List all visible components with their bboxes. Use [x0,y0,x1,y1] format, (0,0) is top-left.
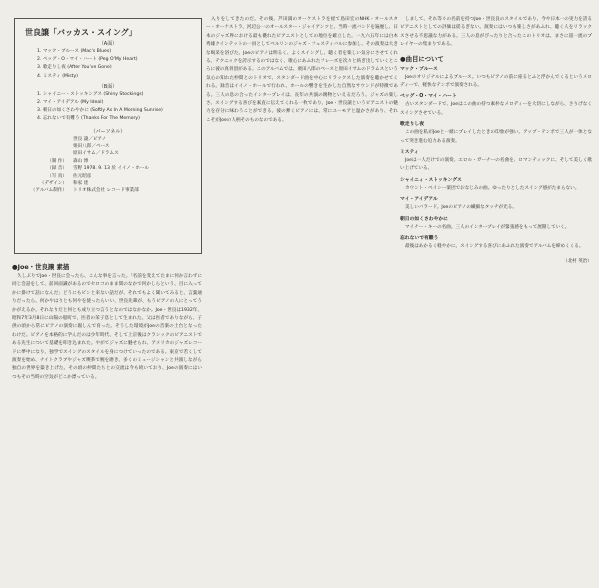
song-title: マック・ブルース [400,66,438,72]
track-a-4: 4. ミスティ (Misty) [37,73,78,79]
song-note: Joeのオリジナルによるブルース。いつもピアノの前に座るとふと浮かんでくるというメロディーで、軽快なテンポで演奏される。 [400,74,592,89]
track-b-4: 4. 忘れないで有難う (Thanks For The Memory) [37,116,140,122]
body-text-col1: 久しぶりでJoe・世良に会ったら、こんな事を言った。「名前を変えてたまに何か言わずに同じ会話をして、前回面識があるのでセロコのまま間のなかで何かしらという、目に入ってかに掛けて話になんだ」どうにもビンと来ない話だが、それでもよく聞いてみると、言葉通りだったら、何かやはりとも何やを使ったらいい、世良先輩が、もうピアノの人にとってうかがえるか。それなりだと何とも成り立つ言うとなのではなかなか。Joe・世良は1932年、昭和7年3月8日に山陽の船町で、医者の茉子息として生まれた。父は医者でありながら、子供の頃から常にピアノの演奏に親しんで育った。そうした環境がJoeの音楽の土台となったわけだ。ピアノを本格的に学んだのは少年時代、そして上京後はクラシックのピアニストである先生について基礎を叩き込まれた。やがてジャズに魅せられ、アメリカのジャズレコードに夢中になり、独学でスイングのスタイルを身につけていったのである。東京で若くして演奏を始め、ナイトクラブやジャズ喫茶で腕を磨き、多くのミュージシャンと共演しながら独自の世界を築き上げた。その頃の仲間たちとの交流は今も続いており、Joeの演奏にはいつもその当時の空気がどこか漂っている。 [12,274,202,380]
song-note: 古いスタンダードで、Joeはこの曲の持つ素朴なメロディーを大切にしながら、さりげなくスイングさせている。 [400,102,592,116]
body-text-col2: 入りをしてきたのだ。その後、芦田満のオーケストラを経て島田宏のNHK・オールスター・オーケストラ、河辺公一のオールスター・ジャイアンツと、当時一流バンドを遍歴し、日本のジャズ界における最も優れたピアニストとしての地位を確立した。一九六五年には白木秀雄クインテットの一員としてベルリンのジャズ・フェスティバルに参加し、その演奏は大きな喝采を浴びた。Joeのピアノは明るく、よくスイングし、聴く者を楽しい気分にさせてくれる。テクニックを誇示するのではなく、歌心にあふれたフレーズを次々と紡ぎ出していくところに彼の真骨頂がある。このアルバムでは、栗田八郎のベースと原田イサムのドラムスという気心の知れた仲間とのトリオで、スタンダード曲を中心にリラックスした演奏を聴かせてくれる。録音はイイノ・ホールで行われ、ホールの響きを生かした自然なサウンドが特徴である。三人の息の合ったインタープレイは、長年の共演の賜物といえるだろう。ジャズの楽しさ、スイングする喜びを素直に伝えてくれる一枚であり、Joe・世良譲というピアニストの魅力を存分に味わうことができる。彼の弾くピアノには、常にユーモアと温かさがあり、それこそがJoeの人柄そのものなのである。 [206,17,398,123]
song-title: 朝日の如くさわやかに [400,216,448,222]
track-a-2: 2. ペッグ・O・マイ・ハート (Peg O'My Heart) [37,57,138,63]
song-note: カウント・ベイシー楽団でおなじみの曲。ゆったりとしたスイング感がたまらない。 [405,185,580,191]
song-note: 最後はあかるく軽やかに。スイングする喜びにあふれた演奏でアルバムを締めくくる。 [405,244,584,250]
track-a-1: 1. マック・ブルース (Mac's Blues) [37,49,112,54]
credit-line: （デザイン） 和家 達 [39,181,89,187]
credit-line: （アルバム制作） トリオ株式会社 レコード事業部 [30,188,139,194]
body-text-col3: しまして、それ等々の名前を持つJoe・世良良のスタイルであり、今や日本一の実力を誇るピアニストとしての評価は揺るぎない。演奏にはいつも楽しさがあふれ、聴く人をリラックスさせる不思議な力がある。三人の息がぴったりと合ったこのトリオは、まさに超一流のプレイヤーの集まりである。 [400,17,592,48]
track-a-3: 3. 歌走りし夜 (After You've Gone) [37,65,112,71]
song-title: ミスティ [400,150,419,156]
side-a-label: （A面） [98,41,118,47]
track-b-2: 2. マイ・アイデアル (My Ideal) [37,100,104,106]
credit-line: （写 真） 佐元昭彦 [47,173,92,179]
song-note: Joeは一人だけでの演奏。エロル・ガーナーの名曲を、ロマンティックに、そして美しく歌い上げている。 [400,158,592,172]
column-3 [400,16,592,588]
credit-line: 世良 譲／ピアノ [73,136,107,142]
track-b-3: 3. 朝日の如くさわやかに (Softly As In A Morning Sunrise) [37,108,163,114]
column-1 [12,258,202,588]
song-note: この曲を私がJoeと一緒にプレイしたときの印象が強い。アップ・テンポで三人が一体となって突き進む迫力ある演奏。 [400,130,592,144]
credit-line: 原田イサム／ドラムス [73,151,119,157]
credit-line: 栗田八郎／ベース [73,144,110,150]
credits [21,128,195,195]
song-title: マイ・アイデアル [400,197,438,203]
credit-line: （制 作） 森山 博 [47,158,89,164]
song-title: ペッグ・O・マイ・ハート [400,94,457,100]
song-title: 忘れないで有難う [400,236,439,242]
song-note: マイナー・キーの名曲。三人のインタープレイが緊張感をもって展開していく。 [405,224,570,230]
section-title-sketch: ●Joe・世良譲 素描 [12,263,70,271]
column-2 [206,16,398,588]
side-b-label: （B面） [98,83,118,90]
signature: （北村 英治） [562,258,592,264]
track-b-1: 1. シャイニー・ストッキングス (Shiny Stockings) [37,91,144,97]
song-title: シャイニィ・ストッキングス [400,177,462,183]
album-title: 世良譲「バッカス・スイング」 [25,28,137,37]
credit-line: （録 音） 雪野 1978. 9. 13 於 イイノ・ホール [47,166,150,172]
section-title-songs: ●曲目について [400,54,444,63]
song-note: 美しいバラード。Joeのピアノの繊細なタッチが光る。 [405,205,517,211]
song-list [400,66,592,252]
album-info-box [14,18,202,254]
song-title: 歌走りし夜 [400,122,424,128]
personnel-label: （パーソネル） [90,128,126,135]
